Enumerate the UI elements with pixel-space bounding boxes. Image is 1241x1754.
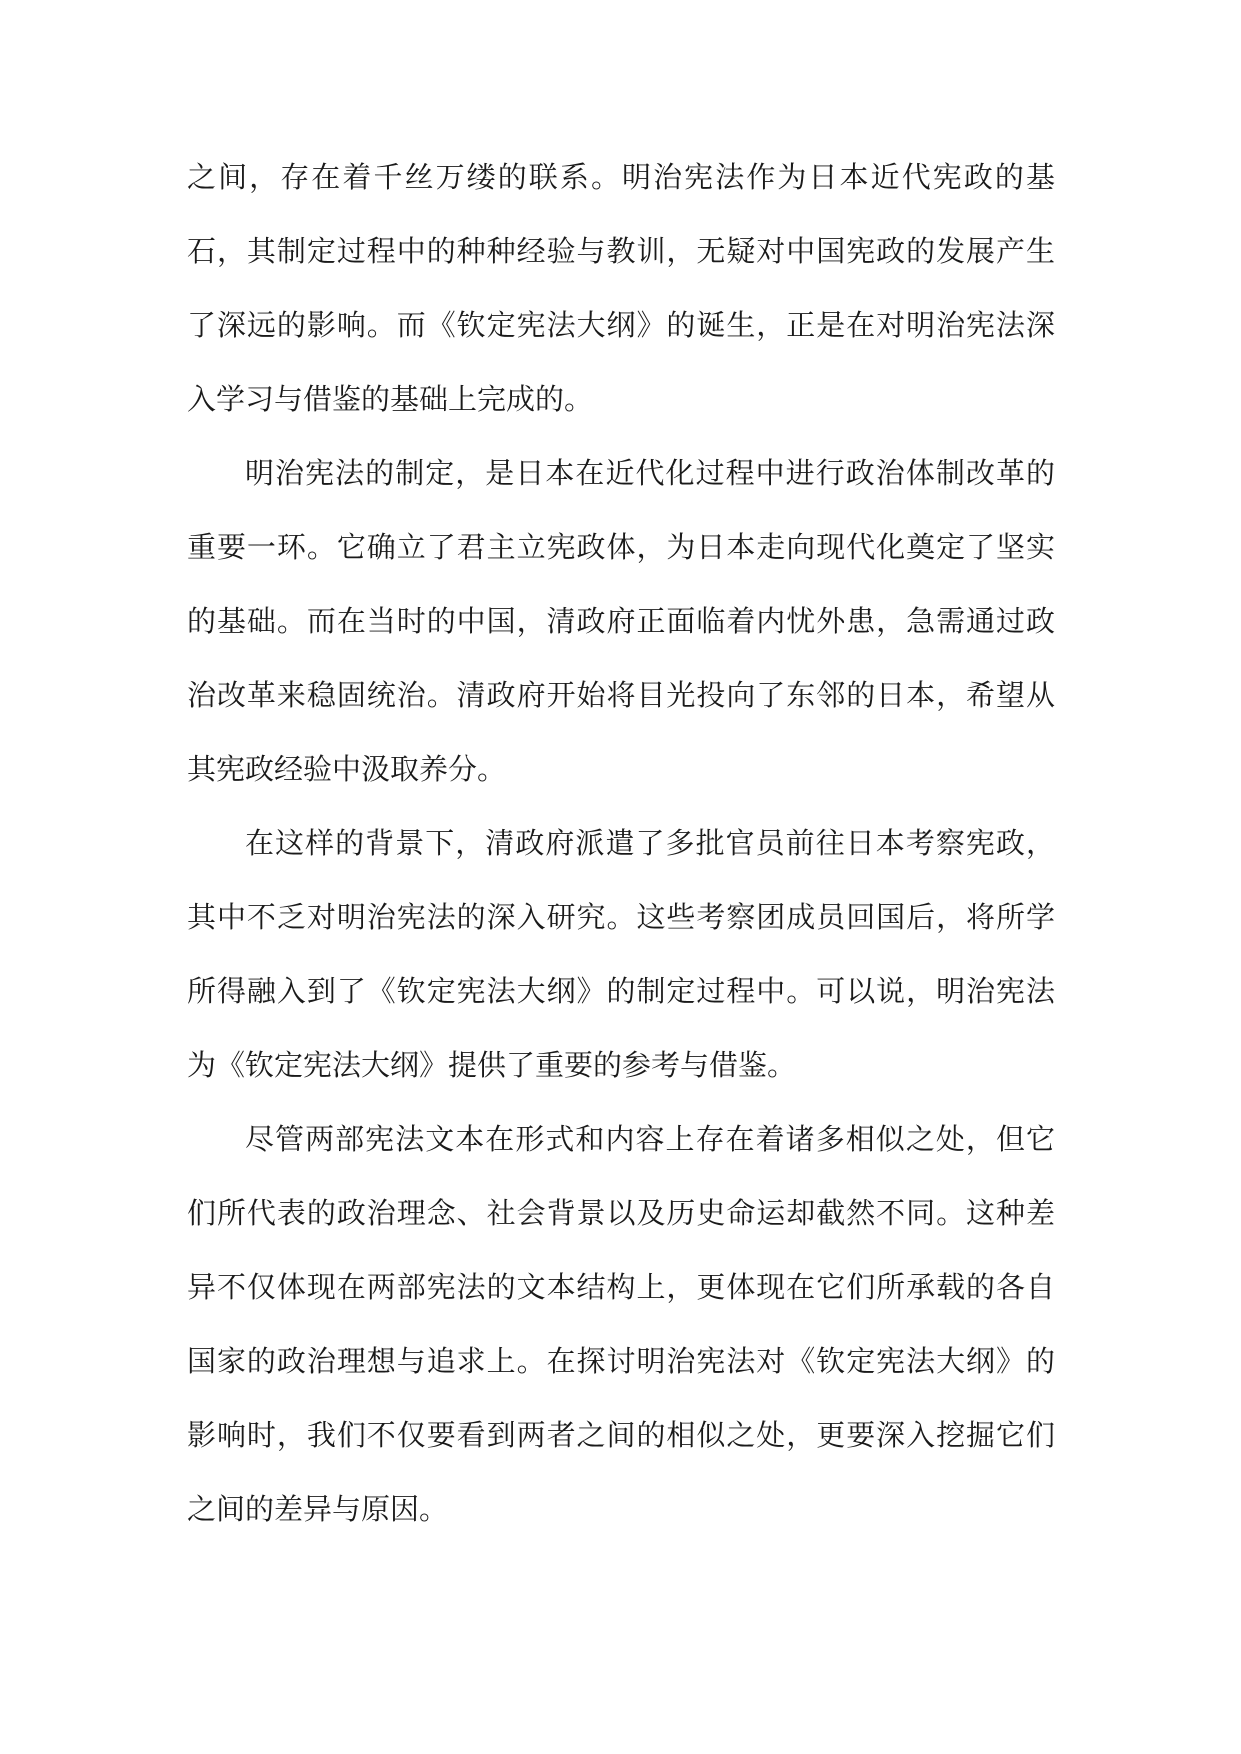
document-body bbox=[187, 140, 1055, 1546]
paragraph-inspection-missions: 在这样的背景下，清政府派遣了多批官员前往日本考察宪政，其中不乏对明治宪法的深入研究。这些考察团成员回国后，将所学所得融入到了《钦定宪法大纲》的制定过程中。可以说，明治宪法为《钦定宪法大纲》提供了重要的参考与借鉴。 bbox=[187, 826, 1055, 1082]
paragraph-differences: 尽管两部宪法文本在形式和内容上存在着诸多相似之处，但它们所代表的政治理念、社会背景以及历史命运却截然不同。这种差异不仅体现在两部宪法的文本结构上，更体现在它们所承载的各自国家的政治理想与追求上。在探讨明治宪法对《钦定宪法大纲》的影响时，我们不仅要看到两者之间的相似之处，更要深入挖掘它们之间的差异与原因。 bbox=[187, 1122, 1055, 1526]
paragraph-continuation: 之间，存在着千丝万缕的联系。明治宪法作为日本近代宪政的基石，其制定过程中的种种经验与教训，无疑对中国宪政的发展产生了深远的影响。而《钦定宪法大纲》的诞生，正是在对明治宪法深入学习与借鉴的基础上完成的。 bbox=[187, 160, 1055, 416]
paragraph-meiji-constitution: 明治宪法的制定，是日本在近代化过程中进行政治体制改革的重要一环。它确立了君主立宪政体，为日本走向现代化奠定了坚实的基础。而在当时的中国，清政府正面临着内忧外患，急需通过政治改革来稳固统治。清政府开始将目光投向了东邻的日本，希望从其宪政经验中汲取养分。 bbox=[187, 456, 1055, 786]
